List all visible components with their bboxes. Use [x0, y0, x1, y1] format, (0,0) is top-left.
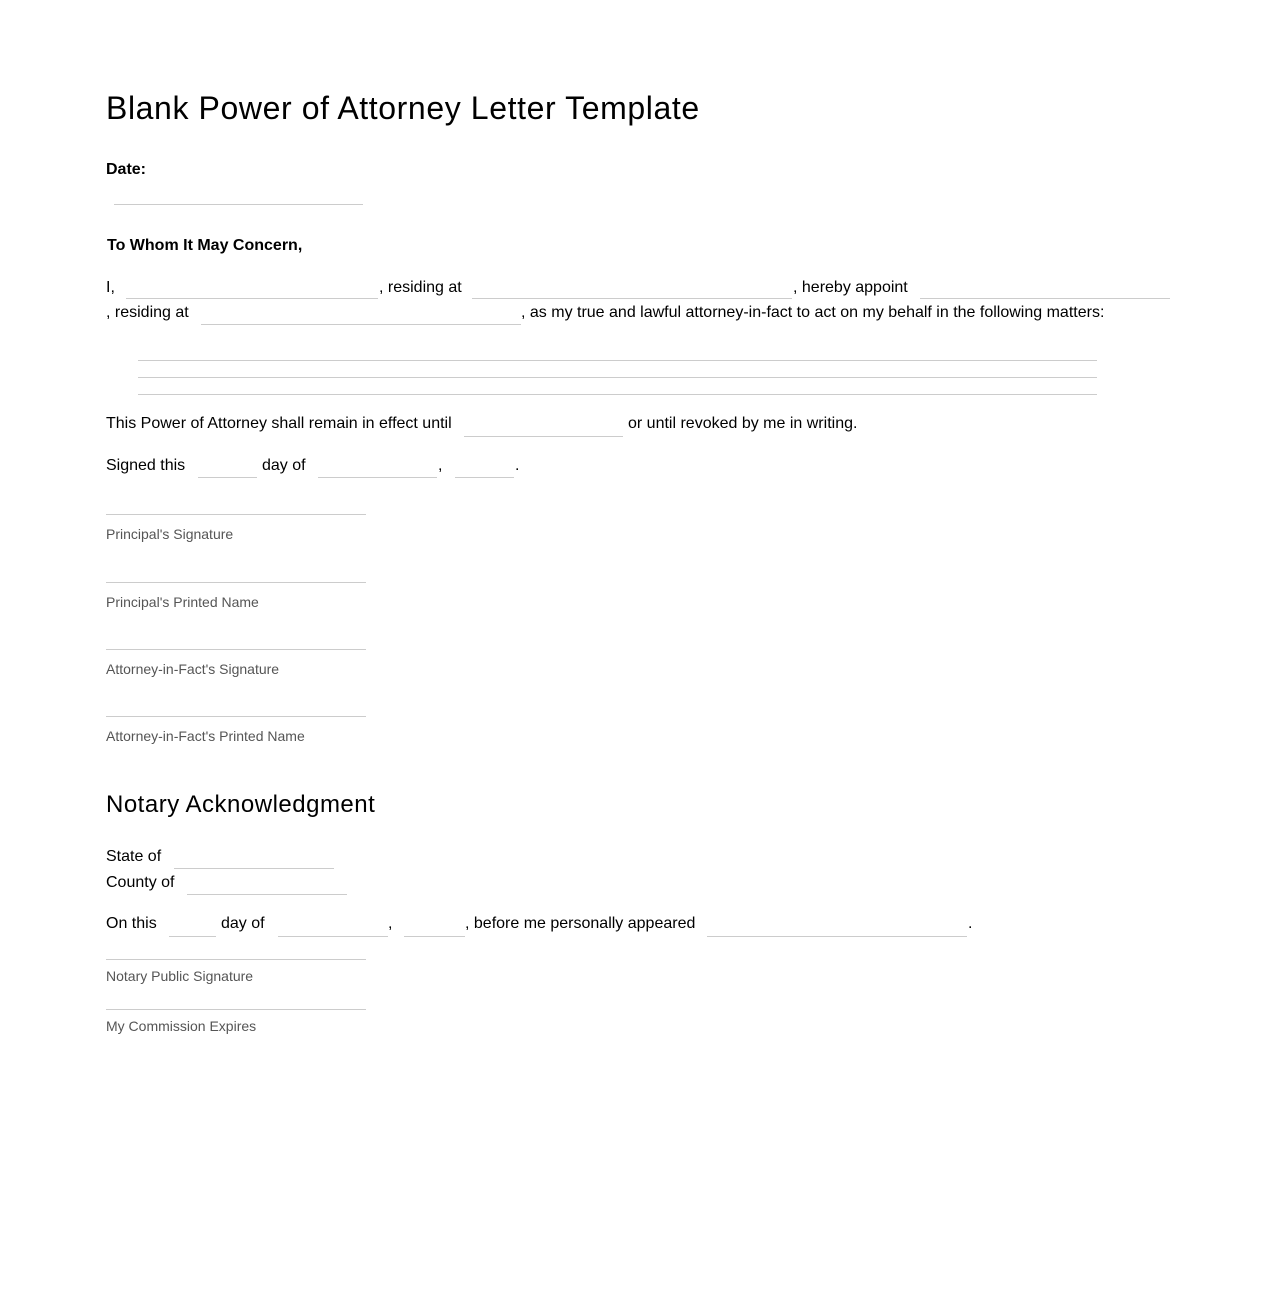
residing-at-text-2: , residing at	[106, 304, 189, 321]
appearance-period: .	[968, 915, 973, 932]
principal-name-field[interactable]	[126, 278, 378, 299]
signed-year-field[interactable]	[455, 457, 514, 478]
commission-expires-line[interactable]	[106, 989, 366, 1010]
principal-printed-name-label: Principal's Printed Name	[106, 594, 259, 610]
state-field[interactable]	[174, 848, 334, 869]
notary-heading: Notary Acknowledgment	[106, 791, 376, 818]
attorney-signature-label: Attorney-in-Fact's Signature	[106, 661, 280, 677]
date-label: Date:	[106, 161, 147, 178]
attorney-in-fact-text: , as my true and lawful attorney-in-fact to act on my behalf in the following matters:	[521, 304, 1105, 321]
state-label: State of	[106, 848, 162, 865]
signed-day-of: day of	[262, 457, 306, 474]
notary-month-field[interactable]	[278, 916, 388, 937]
principal-printed-name-line[interactable]	[106, 562, 366, 583]
before-me-text: , before me personally appeared	[465, 915, 696, 932]
matter-line-3[interactable]	[138, 374, 1097, 395]
principal-signature-label: Principal's Signature	[106, 526, 234, 542]
signed-period: .	[515, 457, 520, 474]
notary-day-field[interactable]	[169, 916, 216, 937]
signed-comma: ,	[438, 457, 443, 474]
effect-suffix: or until revoked by me in writing.	[628, 415, 858, 432]
attorney-name-field[interactable]	[920, 278, 1170, 299]
county-label: County of	[106, 874, 175, 891]
attorney-signature-line[interactable]	[106, 629, 366, 650]
effect-until-field[interactable]	[464, 416, 623, 437]
notary-comma: ,	[388, 915, 393, 932]
residing-at-text-1: , residing at	[379, 279, 462, 296]
attorney-printed-name-line[interactable]	[106, 696, 366, 717]
county-field[interactable]	[187, 874, 347, 895]
signed-day-field[interactable]	[198, 457, 257, 478]
notary-day-of: day of	[221, 915, 265, 932]
signed-month-field[interactable]	[318, 457, 437, 478]
hereby-appoint-text: , hereby appoint	[793, 279, 908, 296]
appeared-person-field[interactable]	[707, 916, 967, 937]
appearance-prefix: On this	[106, 915, 157, 932]
notary-signature-line[interactable]	[106, 939, 366, 960]
attorney-address-field[interactable]	[201, 304, 521, 325]
date-field[interactable]	[114, 184, 363, 205]
notary-year-field[interactable]	[404, 916, 465, 937]
commission-expires-label: My Commission Expires	[106, 1018, 257, 1034]
principal-address-field[interactable]	[472, 278, 792, 299]
page-title: Blank Power of Attorney Letter Template	[106, 90, 700, 126]
principal-signature-line[interactable]	[106, 494, 366, 515]
signed-prefix: Signed this	[106, 457, 186, 474]
attorney-printed-name-label: Attorney-in-Fact's Printed Name	[106, 728, 305, 744]
salutation: To Whom It May Concern,	[107, 237, 303, 254]
principal-prefix: I,	[106, 279, 115, 296]
notary-signature-label: Notary Public Signature	[106, 968, 254, 984]
effect-prefix: This Power of Attorney shall remain in effect until	[106, 415, 452, 432]
